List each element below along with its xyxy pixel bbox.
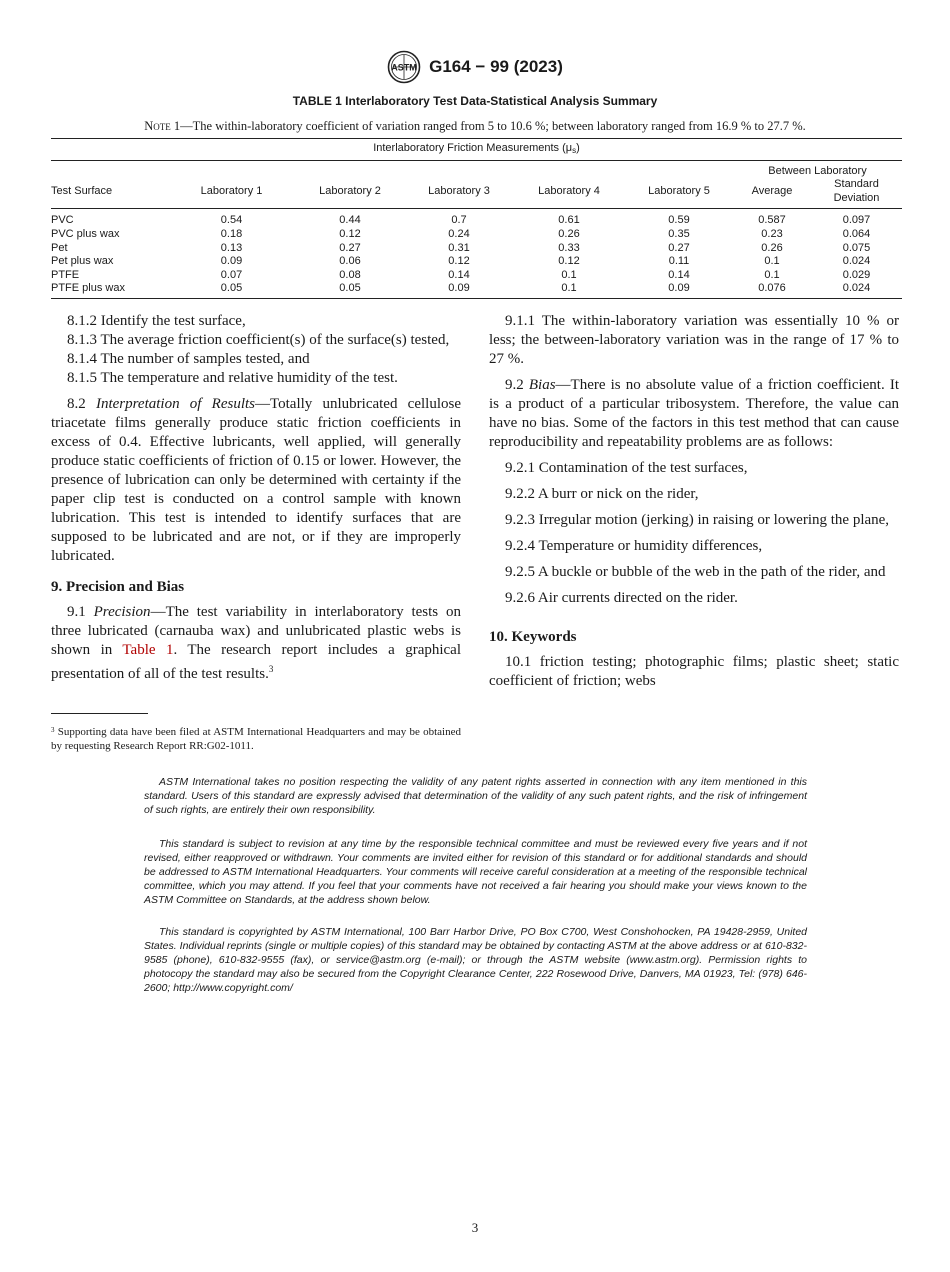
paragraph-9-2-4: 9.2.4 Temperature or humidity differences, (505, 538, 763, 554)
friction-table (51, 138, 902, 299)
column-header: Laboratory 3 (405, 178, 513, 209)
table-row: Pet plus wax 0.09 0.06 0.12 0.12 0.11 0.1 0.024 (51, 255, 871, 268)
table-row: PVC 0.54 0.44 0.7 0.61 0.59 0.587 0.097 (51, 214, 871, 227)
legal-copyright-notice: This standard is copyrighted by ASTM International, 100 Barr Harbor Drive, PO Box C700, West Conshohocken, PA 19428-2959, United States. Individual reprints (single or multiple copies) of this standard may be obtained by contacting ASTM at the above address or at 610-832-9585 (phone), 610-832-9555 (fax), or service@astm.org (e-mail); or through the ASTM website (www.astm.org). Permission rights to photocopy the standard may also be secured from the Copyright Clearance Center, 222 Rosewood Drive, Danvers, MA 01923, Tel: (978) 646-2600; http://www.copyright.com/ (144, 926, 807, 994)
between-lab-header: Between Laboratory (768, 164, 867, 177)
span-header: Interlaboratory Friction Measurements $(\mu_s)$ (51, 139, 902, 160)
column-header: Laboratory 1 (168, 178, 295, 209)
table-row: PTFE plus wax 0.05 0.05 0.09 0.1 0.09 0.076 0.024 (51, 282, 902, 298)
legal-patent-notice: ASTM International takes no position respecting the validity of any patent rights asserted in connection with any item mentioned in this standard. Users of this standard are expressly advised that determination of the validity of any such patent rights, and the risk of infringement of such rights, are entirely their own responsibility. (144, 776, 807, 816)
footnote-marker: 3 (268, 664, 274, 674)
column-header-row (51, 178, 902, 209)
paragraph-9-2-5: 9.2.5 A buckle or bubble of the web in the path of the rider, and (505, 564, 886, 580)
right-column (489, 312, 899, 691)
legal-revision-notice: This standard is subject to revision at any time by the responsible technical committee and must be reviewed every five years and if not revised, either reapproved or withdrawn. Your comments are invited either for revision of this standard or for additional standards and should be addressed to ASTM International Headquarters. Your comments will receive careful consideration at a meeting of the responsible technical committee, which you may attend. If you feel that your comments have not received a fair hearing you should make your views known to the ASTM Committee on Standards, at the address shown below. (144, 838, 807, 906)
section-heading-9: 9. Precision and Bias (51, 579, 185, 595)
paragraph-8-1-3: 8.1.3 The average friction coefficient(s) of the surface(s) tested, (67, 332, 450, 348)
table-title: TABLE 1 Interlaboratory Test Data-Statistical Analysis Summary (292, 94, 658, 108)
paragraph-9-2-3: 9.2.3 Irregular motion (jerking) in raising or lowering the plane, (505, 512, 890, 528)
table-row: PTFE 0.07 0.08 0.14 0.1 0.14 0.1 0.029 (51, 268, 871, 281)
document-designation: G164 − 99 (2023) (429, 57, 563, 76)
page-number: 3 (471, 1220, 479, 1235)
paragraph-9-2-1: 9.2.1 Contamination of the test surfaces, (505, 460, 748, 476)
column-header: Laboratory 5 (625, 178, 733, 209)
paragraph-8-1-5: 8.1.5 The temperature and relative humidity of the test. (67, 370, 398, 386)
table-row: Pet 0.13 0.27 0.31 0.33 0.27 0.26 0.075 (51, 241, 871, 254)
paragraph-9-2-2: 9.2.2 A burr or nick on the rider, (505, 486, 699, 502)
paragraph-9-1-1: 9.1.1 The within-laboratory variation was essentially 10 % or less; the between-laboratory variation was in the range of 17 % to 27 %. (489, 313, 899, 367)
paragraph-8-1-2: 8.1.2 Identify the test surface, (67, 313, 246, 329)
table-note (0, 119, 950, 134)
left-column (51, 312, 461, 684)
document-header (0, 50, 950, 84)
note-text: —The within-laboratory coefficient of variation ranged from 5 to 10.6 %; between laboratory ranged from 16.9 % to 27.7 %. (180, 119, 806, 133)
astm-logo-icon (387, 50, 421, 84)
paragraph-10-1: 10.1 friction testing; photographic films; plastic sheet; static coefficient of friction; webs (489, 654, 899, 689)
column-header: Test Surface (51, 178, 168, 209)
column-header: Laboratory 2 (295, 178, 405, 209)
paragraph-9-1: 9.1 Precision—The test variability in interlaboratory tests on three lubricated (carnauba wax) and unlubricated plastic webs is shown in Table 1. The research report includes a graphical presentation of all of the test results.$^3$ (51, 604, 462, 682)
column-header: Laboratory 4 (513, 178, 625, 209)
footnote-3: $^3$ Supporting data have been filed at ASTM International Headquarters and may be obtained by requesting Research Report RR:G02-1011. (51, 726, 461, 752)
column-header: Standard Deviation (811, 178, 902, 209)
paragraph-8-2: 8.2 Interpretation of Results—Totally unlubricated cellulose triacetate films generally produce static friction coefficients in excess of 0.4. Effective lubricants, well applied, will generally produce static coefficients of friction of 0.15 or lower. However, the presence of lubrication can only be determined with certainty if the paper clip test is conducted on a control sample with known lubrication. This test is intended to identify surfaces that are supposed to be lubricated and are not, or if they are improperly lubricated. (51, 396, 461, 564)
paragraph-9-2-6: 9.2.6 Air currents directed on the rider. (505, 590, 738, 606)
section-heading-10: 10. Keywords (489, 629, 577, 645)
table-1-link[interactable]: Table 1 (122, 642, 174, 658)
column-header: Average (733, 178, 811, 209)
logo-text: ASTM (391, 62, 417, 73)
paragraph-8-1-4: 8.1.4 The number of samples tested, and (67, 351, 310, 367)
note-label: Note 1 (144, 119, 181, 133)
paragraph-9-2: 9.2 Bias—There is no absolute value of a friction coefficient. It is a product of a particular tribosystem. Therefore, the value can have no bias. Some of the factors in this test method that can cause reproducibility and repeatability problems are as follows: (489, 377, 899, 450)
span-header-row (51, 139, 902, 160)
table-row: PVC plus wax 0.18 0.12 0.24 0.26 0.35 0.23 0.064 (51, 227, 871, 240)
footnote-rule (51, 713, 148, 714)
